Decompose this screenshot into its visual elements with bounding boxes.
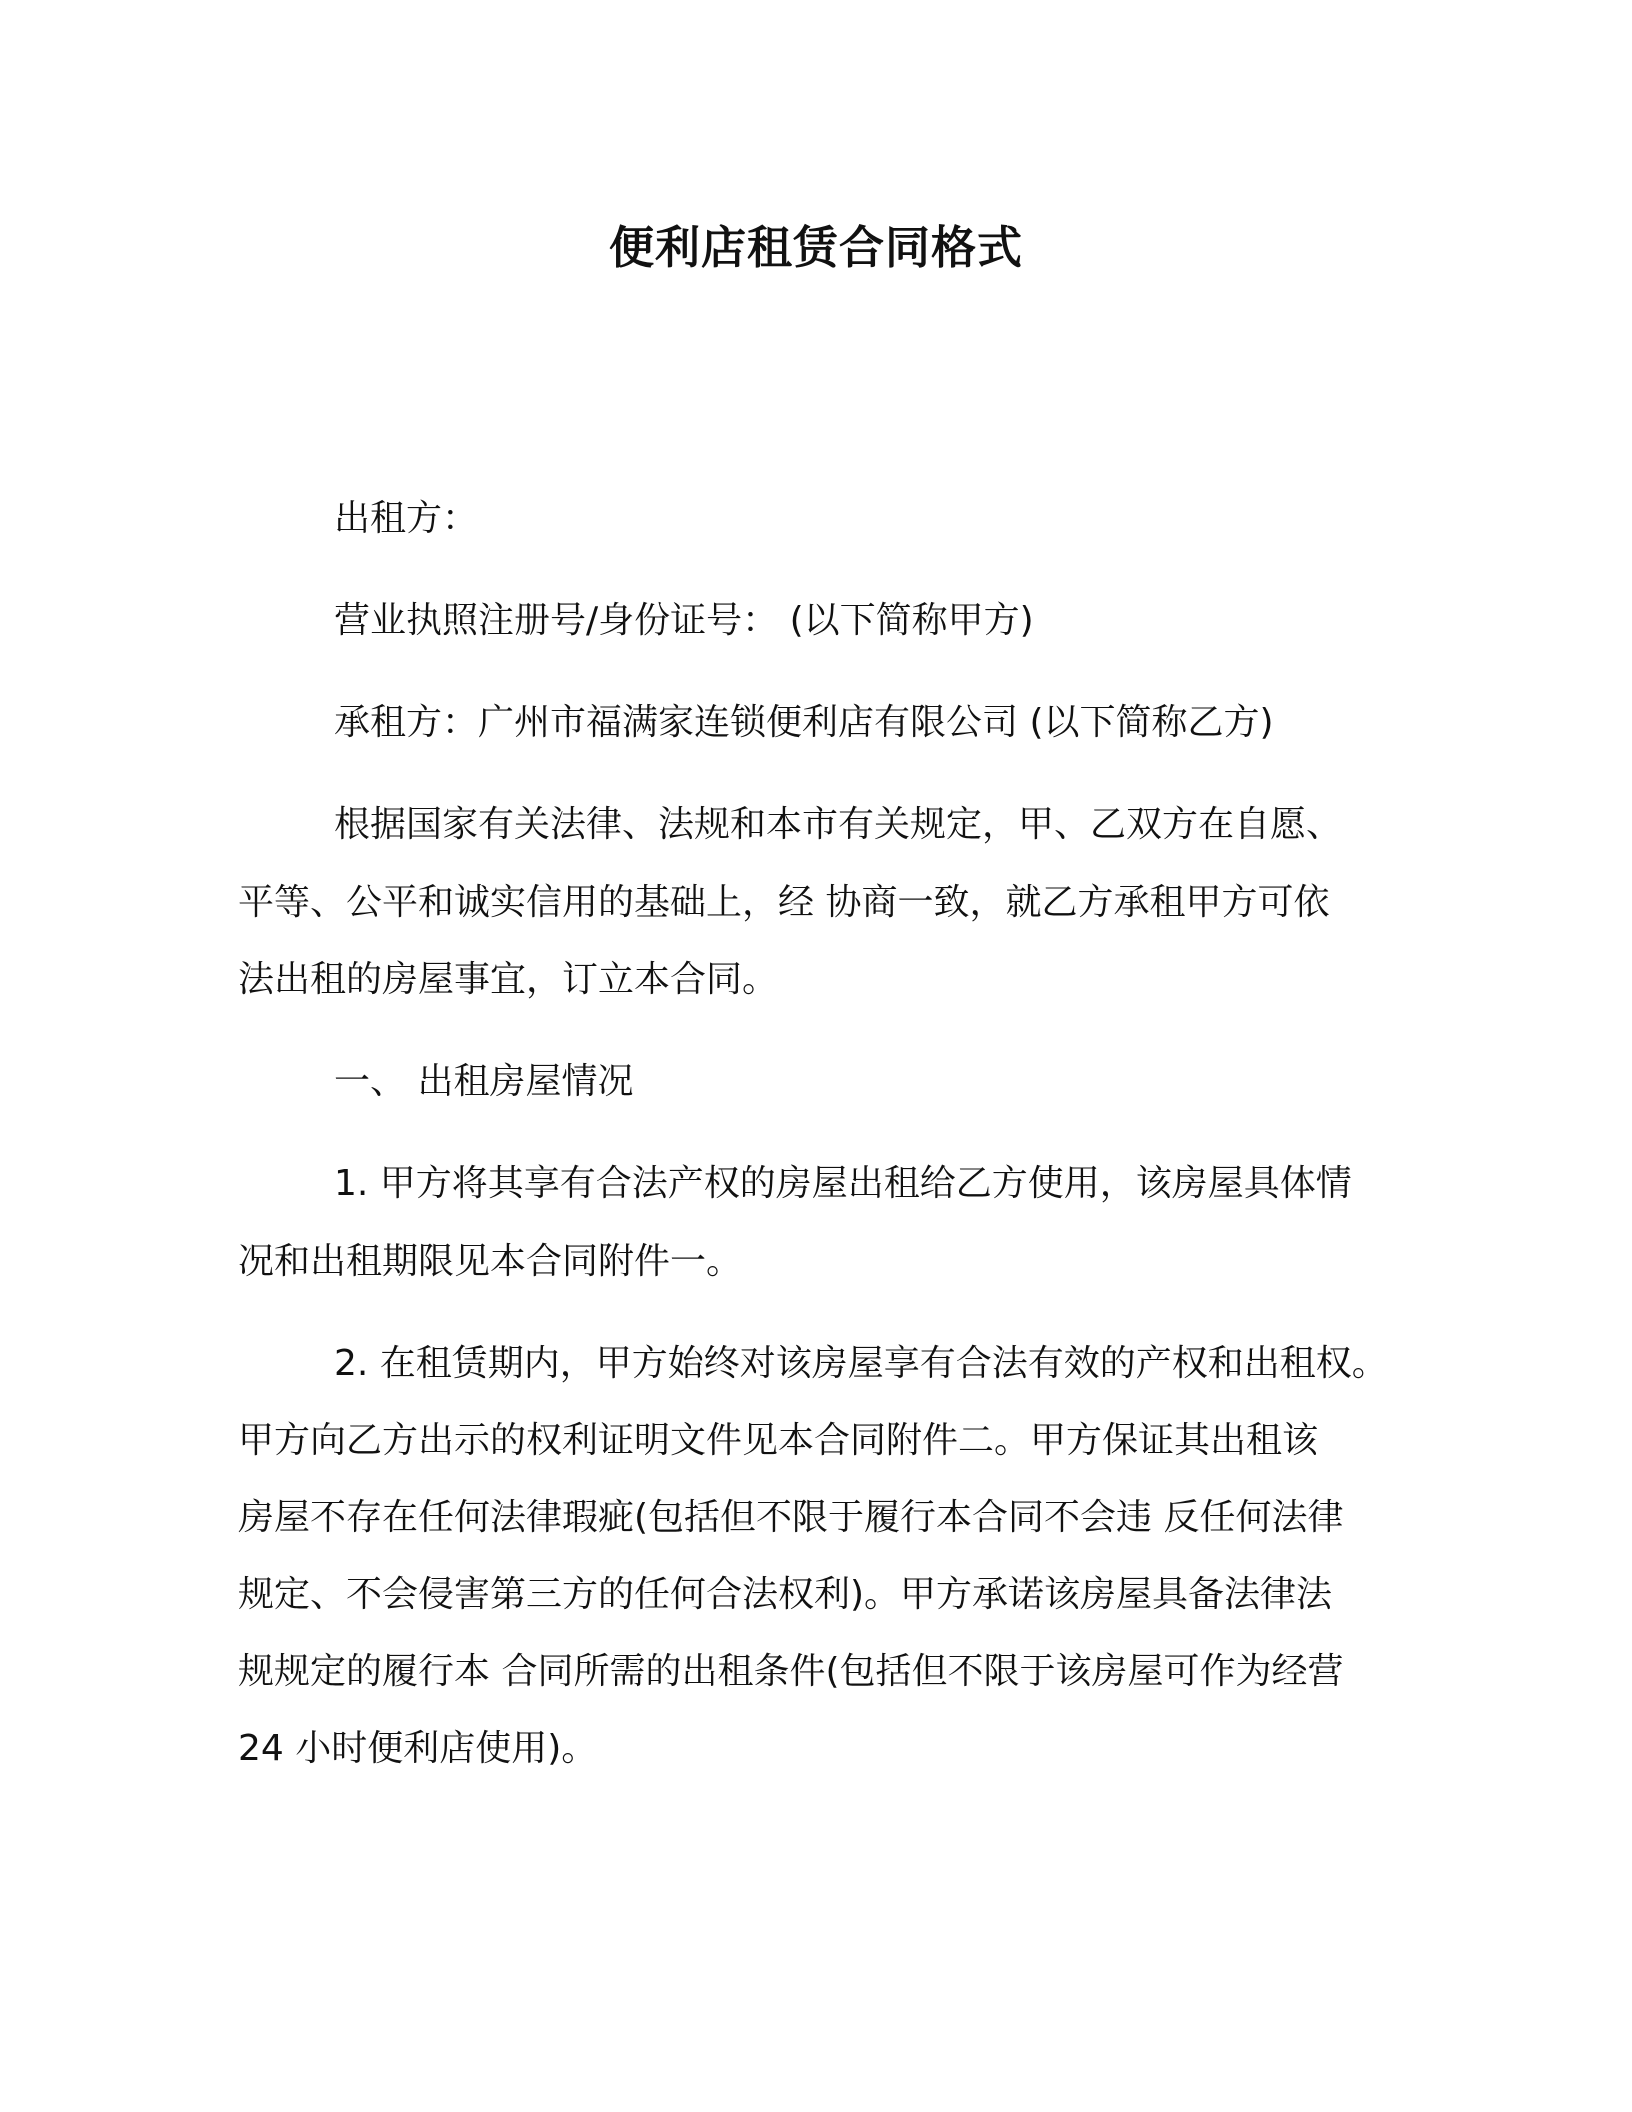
license-line: 营业执照注册号/身份证号： (以下简称甲方) [334, 600, 1034, 641]
clause-2-line-6: 24 小时便利店使用)。 [238, 1728, 598, 1769]
preamble-line-3: 法出租的房屋事宜，订立本合同。 [238, 959, 779, 1000]
lessee-line: 承租方：广州市福满家连锁便利店有限公司 (以下简称乙方) [334, 702, 1274, 743]
preamble-line-1: 根据国家有关法律、法规和本市有关规定，甲、乙双方在自愿、 [334, 804, 1343, 845]
clause-2-line-1: 2. 在租赁期内，甲方始终对该房屋享有合法有效的产权和出租权。 [334, 1343, 1388, 1384]
clause-2-line-5: 规规定的履行本 合同所需的出租条件(包括但不限于该房屋可作为经营 [238, 1651, 1344, 1692]
clause-1-line-2: 况和出租期限见本合同附件一。 [238, 1241, 743, 1282]
lessor-line: 出租方： [334, 498, 479, 539]
preamble-line-2: 平等、公平和诚实信用的基础上，经 协商一致，就乙方承租甲方可依 [238, 882, 1330, 923]
section-heading-1: 一、 出租房屋情况 [334, 1061, 634, 1102]
clause-2-line-3: 房屋不存在任何法律瑕疵(包括但不限于履行本合同不会违 反任何法律 [238, 1497, 1344, 1538]
document-title: 便利店租赁合同格式 [608, 221, 1023, 274]
clause-1-line-1: 1. 甲方将其享有合法产权的房屋出租给乙方使用，该房屋具体情 [334, 1163, 1352, 1204]
clause-2-line-2: 甲方向乙方出示的权利证明文件见本合同附件二。甲方保证其出租该 [238, 1420, 1319, 1461]
clause-2-line-4: 规定、不会侵害第三方的任何合法权利)。甲方承诺该房屋具备法律法 [238, 1574, 1333, 1615]
